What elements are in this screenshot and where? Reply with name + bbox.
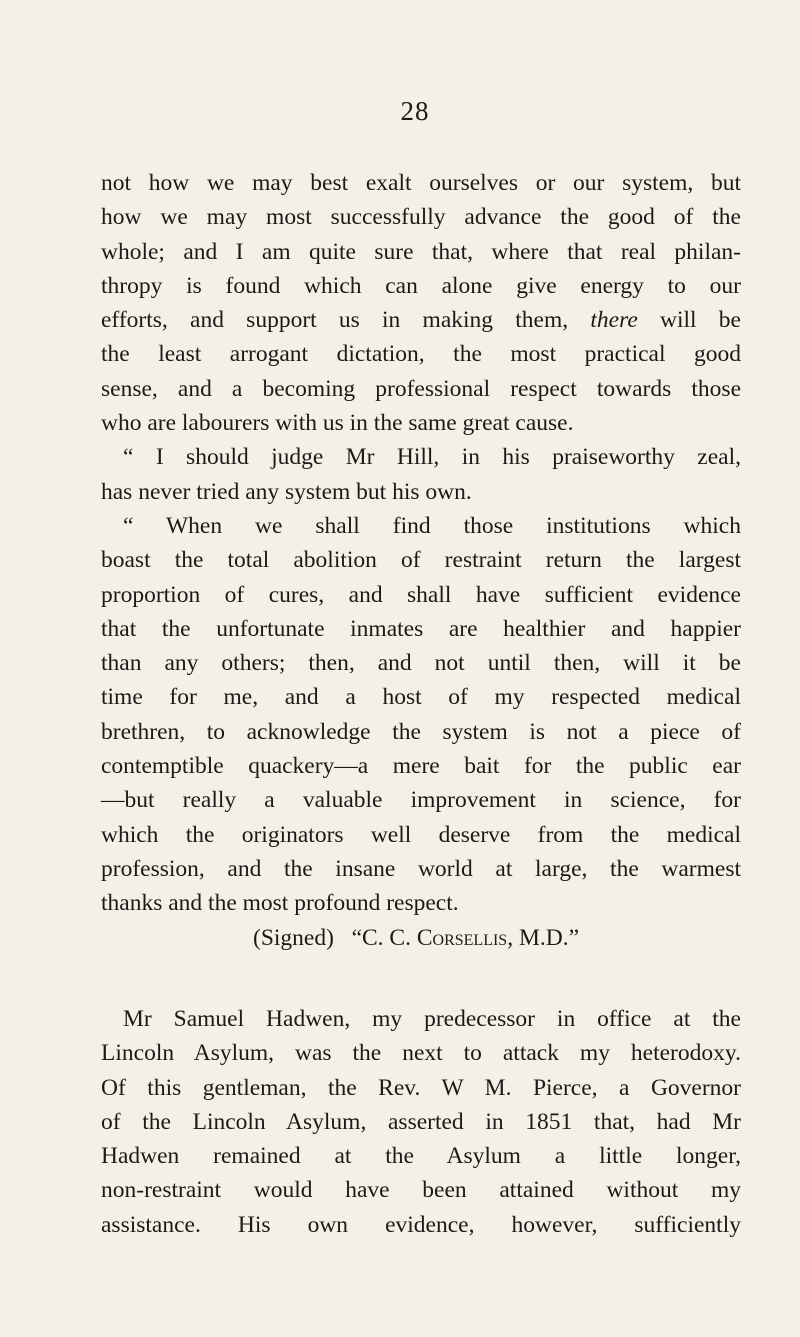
quoted-letter (101, 166, 741, 955)
emphasis-word: there (590, 307, 638, 334)
text-line: Mr Samuel Hadwen, my predecessor in office at the (123, 1006, 741, 1032)
text-line: contemptible quackery—a mere bait for the public ear (101, 753, 741, 780)
text-line: than any others; then, and not until then, will it be (101, 650, 741, 677)
text-line: “ When we shall find those institutions which (123, 512, 741, 539)
text-line: boast the total abolition of restraint return the largest (101, 547, 741, 574)
body-paragraph (101, 1002, 741, 1242)
text-line: brethren, to acknowledge the system is not a piece of (101, 718, 741, 745)
text-line: how we may most successfully advance the good of the (101, 204, 741, 231)
text-line: who are labourers with us in the same great cause. (101, 410, 574, 437)
text-line: thanks and the most profound respect. (101, 890, 459, 917)
text-line: profession, and the insane world at large, the warmest (101, 855, 741, 882)
text-line: proportion of cures, and shall have sufficient evidence (101, 581, 741, 608)
signature-quote-open: “C. C. (351, 924, 417, 951)
text-line: non-restraint would have been attained without my (101, 1177, 741, 1204)
text-line-segment: will be (637, 307, 741, 334)
text-line: that the unfortunate inmates are healthier and happier (101, 615, 741, 642)
text-line: has never tried any system but his own. (101, 478, 472, 505)
text-line: not how we may best exalt ourselves or our system, but (101, 170, 741, 196)
text-line: —but really a valuable improvement in science, for (101, 787, 741, 814)
text-line: time for me, and a host of my respected medical (101, 684, 741, 711)
text-line: Of this gentleman, the Rev. W M. Pierce, a Governor (101, 1074, 741, 1101)
signature-line (101, 921, 741, 955)
text-line: assistance. His own evidence, however, sufficiently (101, 1211, 741, 1238)
text-line: the least arrogant dictation, the most practical good (101, 341, 741, 368)
text-line: Lincoln Asylum, was the next to attack my heterodoxy. (101, 1040, 741, 1067)
text-line: thropy is found which can alone give energy to our (101, 272, 741, 299)
page-number: 28 (400, 96, 430, 126)
signed-label: (Signed) (253, 924, 334, 951)
text-line: Hadwen remained at the Asylum a little longer, (101, 1143, 741, 1170)
text-line: of the Lincoln Asylum, asserted in 1851 that, had Mr (101, 1108, 741, 1135)
signature-suffix: , M.D.” (507, 924, 579, 951)
text-line: sense, and a becoming professional respect towards those (101, 375, 741, 402)
text-line: “ I should judge Mr Hill, in his praiseworthy zeal, (123, 444, 741, 471)
text-line (101, 303, 741, 337)
text-line: whole; and I am quite sure that, where that real philan- (101, 238, 741, 265)
signature-name: Corsellis (416, 924, 508, 951)
text-line-segment: efforts, and support us in making them, (101, 307, 591, 334)
text-line: which the originators well deserve from the medical (101, 821, 741, 848)
